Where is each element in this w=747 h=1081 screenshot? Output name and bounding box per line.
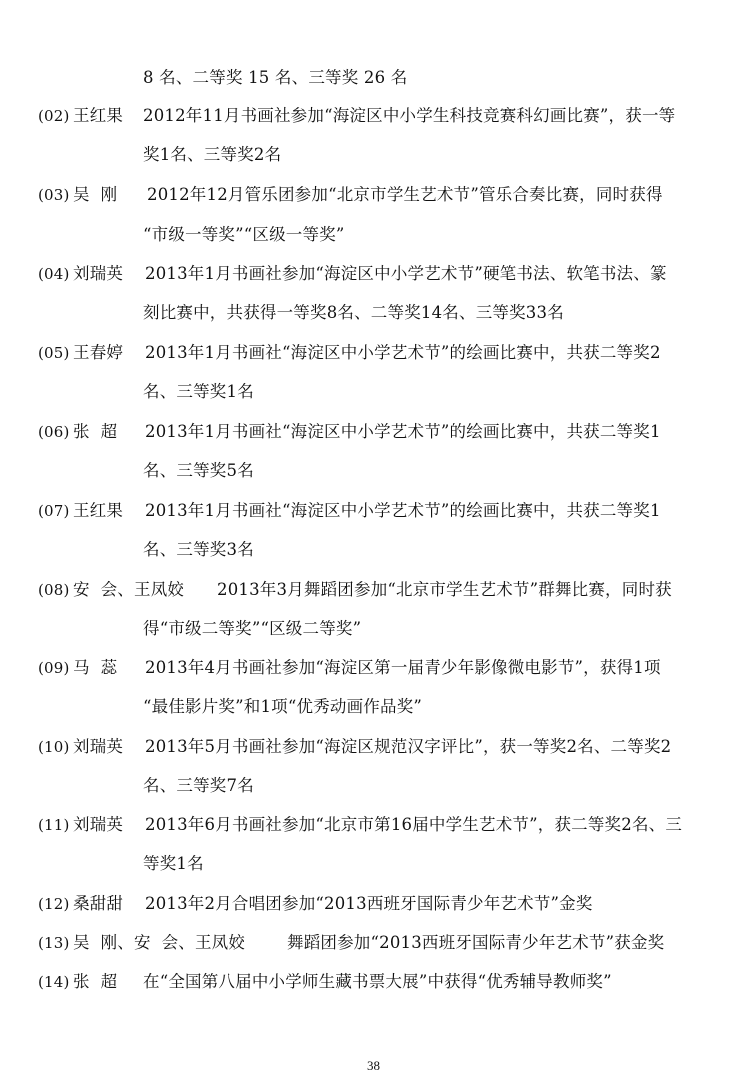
teacher-name: 刘瑞英 — [73, 264, 124, 283]
item-number: (13) — [38, 934, 70, 952]
award-text-line2: 等奖1名 — [143, 854, 204, 873]
award-text-line1: 2013年6月书画社参加“北京市第16届中学生艺术节”，获二等奖2名、三 — [145, 815, 683, 834]
award-text-line1: 2013年1月书画社参加“海淀区中小学艺术节”硬笔书法、软笔书法、篆 — [145, 264, 667, 283]
intro-continuation-line: 8 名、二等奖 15 名、三等奖 26 名 — [143, 68, 408, 87]
item-number: (07) — [38, 502, 70, 520]
award-text-line2: 名、三等奖5名 — [143, 461, 254, 480]
item-number: (09) — [38, 659, 70, 677]
item-number: (05) — [38, 344, 70, 362]
award-text-line1: 2013年5月书画社参加“海淀区规范汉字评比”，获一等奖2名、二等奖2 — [145, 737, 672, 756]
award-text-line1: 2012年11月书画社参加“海淀区中小学生科技竞赛科幻画比赛”，获一等 — [143, 106, 676, 125]
item-number: (11) — [38, 816, 70, 834]
award-text-line2: “市级一等奖”“区级一等奖” — [143, 225, 345, 244]
award-text-line2: 名、三等奖3名 — [143, 540, 254, 559]
award-text-line1: 2013年3月舞蹈团参加“北京市学生艺术节”群舞比赛，同时获 — [217, 580, 672, 599]
item-number: (06) — [38, 423, 70, 441]
teacher-name: 张 超 — [73, 972, 118, 991]
award-text-line1: 舞蹈团参加“2013西班牙国际青少年艺术节”获金奖 — [287, 933, 665, 952]
teacher-name: 刘瑞英 — [73, 815, 124, 834]
teacher-name: 马 蕊 — [73, 658, 118, 677]
item-number: (12) — [38, 895, 70, 913]
item-number: (08) — [38, 581, 70, 599]
teacher-name: 安 会、王凤姣 — [73, 580, 185, 599]
award-text-line2: “最佳影片奖”和1项“优秀动画作品奖” — [143, 697, 423, 716]
item-number: (04) — [38, 265, 70, 283]
award-text-line1: 2013年2月合唱团参加“2013西班牙国际青少年艺术节”金奖 — [145, 894, 593, 913]
teacher-name: 桑甜甜 — [73, 894, 124, 913]
item-number: (02) — [38, 107, 70, 125]
teacher-name: 吴 刚、安 会、王凤姣 — [73, 933, 246, 952]
teacher-name: 吴 刚 — [73, 185, 118, 204]
award-text-line1: 2013年1月书画社“海淀区中小学艺术节”的绘画比赛中，共获二等奖1 — [145, 422, 661, 441]
page-number: 38 — [367, 1058, 380, 1073]
item-number: (14) — [38, 973, 70, 991]
item-number: (10) — [38, 738, 70, 756]
award-text-line2: 名、三等奖1名 — [143, 382, 254, 401]
award-text-line1: 在“全国第八届中小学师生藏书票大展”中获得“优秀辅导教师奖” — [143, 972, 612, 991]
teacher-name: 刘瑞英 — [73, 737, 124, 756]
award-text-line1: 2012年12月管乐团参加“北京市学生艺术节”管乐合奏比赛，同时获得 — [147, 185, 663, 204]
award-text-line1: 2013年1月书画社“海淀区中小学艺术节”的绘画比赛中，共获二等奖1 — [145, 501, 661, 520]
award-text-line2: 奖1名、三等奖2名 — [143, 145, 282, 164]
item-number: (03) — [38, 186, 70, 204]
award-text-line1: 2013年4月书画社参加“海淀区第一届青少年影像微电影节”，获得1项 — [145, 658, 661, 677]
teacher-name: 王春婷 — [73, 343, 124, 362]
teacher-name: 王红果 — [73, 501, 124, 520]
award-text-line2: 刻比赛中，共获得一等奖8名、二等奖14名、三等奖33名 — [143, 303, 564, 322]
teacher-name: 张 超 — [73, 422, 118, 441]
award-text-line2: 得“市级二等奖”“区级二等奖” — [143, 619, 362, 638]
award-text-line2: 名、三等奖7名 — [143, 776, 254, 795]
award-text-line1: 2013年1月书画社“海淀区中小学艺术节”的绘画比赛中，共获二等奖2 — [145, 343, 661, 362]
teacher-name: 王红果 — [73, 106, 124, 125]
